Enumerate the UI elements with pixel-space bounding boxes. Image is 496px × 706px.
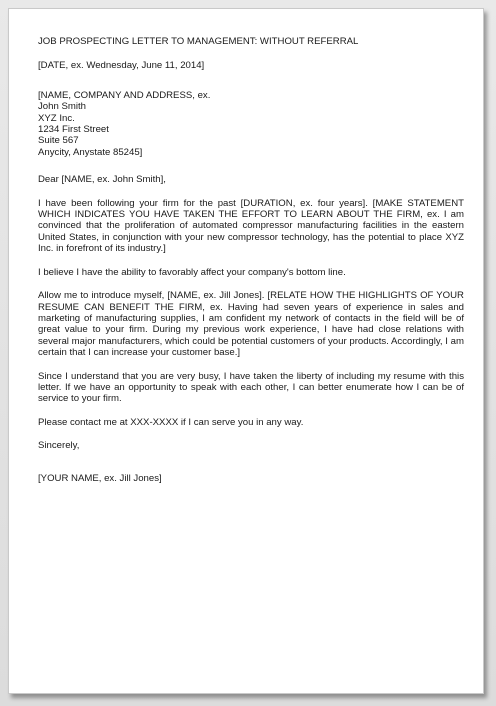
body-paragraph-4: Since I understand that you are very busy, I have taken the liberty of including my resume with this letter. If we have an opportunity to speak with each other, I can better enumerate how I can be of service to your firm. xyxy=(38,370,464,405)
body-paragraph-2: I believe I have the ability to favorably affect your company's bottom line. xyxy=(38,266,346,278)
address-line: John Smith xyxy=(38,101,86,113)
body-paragraph-3: Allow me to introduce myself, [NAME, ex. Jill Jones]. [RELATE HOW THE HIGHLIGHTS OF YOUR RESUME CAN BENEFIT THE FIRM, ex. Having had seven years of experience in sales and marketing of manufacturing supplies, I am confident my network of contacts in the field will be of great value to your firm. During my previous work experience, I have had close relations with several major manufacturers, which could be potential customers of your products. Accordingly, I am certain that I can increase your customer base.] xyxy=(38,290,464,359)
address-line: 1234 First Street xyxy=(38,124,109,136)
address-line: Suite 567 xyxy=(38,135,79,147)
letter-closing: Sincerely, xyxy=(38,440,80,452)
letter-date: [DATE, ex. Wednesday, June 11, 2014] xyxy=(38,60,205,72)
address-line: Anycity, Anystate 85245] xyxy=(38,146,143,158)
letter-page xyxy=(8,8,484,694)
body-paragraph-1: I have been following your firm for the past [DURATION, ex. four years]. [MAKE STATEMENT WHICH INDICATES YOU HAVE TAKEN THE EFFORT TO LEARN ABOUT THE FIRM, ex. I am convinced that the proliferation of automated compressor manufacturing facilities in the eastern United States, in conjunction with your new compressor technology, has the potential to place XYZ Inc. in forefront of its industry.] xyxy=(38,197,464,255)
recipient-address xyxy=(38,90,464,158)
body-paragraph-5: Please contact me at XXX-XXXX if I can serve you in any way. xyxy=(38,416,304,428)
letter-signature: [YOUR NAME, ex. Jill Jones] xyxy=(38,472,162,484)
letter-content xyxy=(38,36,464,484)
letter-salutation: Dear [NAME, ex. John Smith], xyxy=(38,174,166,186)
address-line: XYZ Inc. xyxy=(38,112,75,124)
address-line: [NAME, COMPANY AND ADDRESS, ex. xyxy=(38,89,211,101)
letter-title: JOB PROSPECTING LETTER TO MANAGEMENT: WITHOUT REFERRAL xyxy=(38,36,359,47)
